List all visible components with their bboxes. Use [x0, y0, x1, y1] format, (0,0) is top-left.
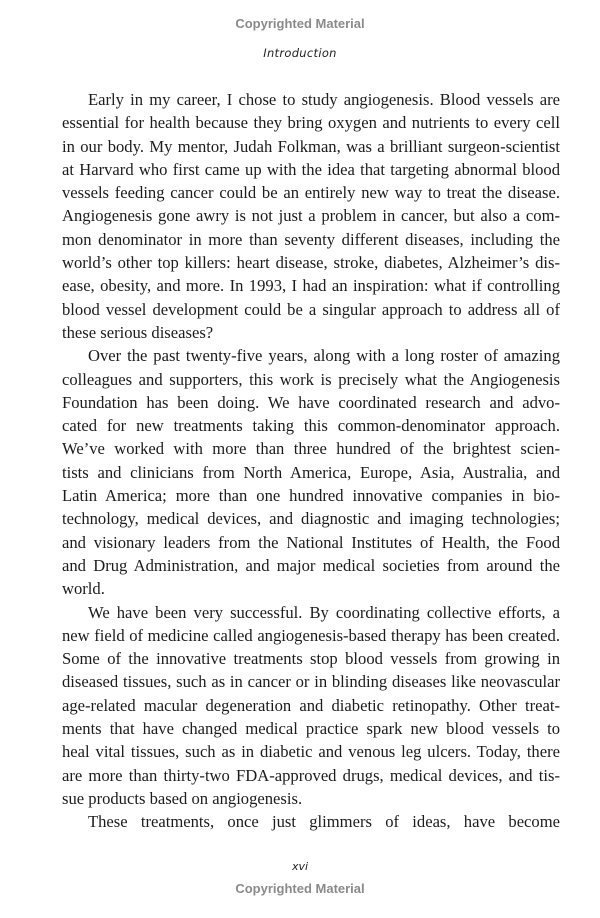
text-line: Foundation has been doing. We have coordinated research and advo-: [62, 392, 560, 412]
text-line: heal vital tissues, such as in diabetic and venous leg ulcers. Today, there: [62, 742, 560, 762]
text-line: are more than thirty-two FDA-approved drugs, medical devices, and tis-: [62, 765, 560, 785]
text-line: technology, medical devices, and diagnostic and imaging technologies;: [62, 509, 560, 529]
text-line: mon denominator in more than seventy different diseases, including the: [62, 229, 560, 249]
body-text: [62, 88, 560, 834]
text-line: ments that have changed medical practice spark new blood vessels to: [62, 719, 560, 739]
text-line: essential for health because they bring oxygen and nutrients to every cell: [62, 113, 560, 133]
text-line: age-related macular degeneration and diabetic retinopathy. Other treat-: [62, 695, 560, 715]
text-line: and visionary leaders from the National Institutes of Health, the Food: [62, 532, 560, 552]
text-line: in our body. My mentor, Judah Folkman, was a brilliant surgeon-scientist: [62, 136, 560, 156]
text-line: tists and clinicians from North America, Europe, Asia, Australia, and: [62, 462, 560, 482]
text-line: blood vessel development could be a singular approach to address all of: [62, 299, 560, 319]
text-line: new field of medicine called angiogenesis-based therapy has been created.: [62, 625, 560, 645]
text-line: Some of the innovative treatments stop blood vessels from growing in: [62, 649, 560, 669]
text-line: vessels feeding cancer could be an entirely new way to treat the disease.: [62, 183, 560, 203]
paragraph: [62, 344, 560, 600]
text-line: Over the past twenty-five years, along with a long roster of amazing: [88, 346, 560, 366]
text-line: at Harvard who first came up with the idea that targeting abnormal blood: [62, 159, 560, 179]
copyright-watermark-top: Copyrighted Material: [235, 16, 365, 31]
copyright-watermark-bottom: Copyrighted Material: [235, 881, 365, 896]
paragraph: [62, 88, 560, 344]
paragraph: [62, 810, 560, 833]
text-line: These treatments, once just glimmers of ideas, have become: [88, 812, 560, 832]
text-line: We have been very successful. By coordinating collective efforts, a: [88, 602, 560, 622]
text-line: diseased tissues, such as in cancer or in blinding diseases like neovascular: [62, 672, 560, 692]
text-line: these serious diseases?: [62, 322, 214, 342]
text-line: ease, obesity, and more. In 1993, I had an inspiration: what if controlling: [62, 276, 560, 296]
text-line: Early in my career, I chose to study angiogenesis. Blood vessels are: [88, 90, 560, 109]
text-line: cated for new treatments taking this common-denominator approach.: [62, 416, 560, 436]
text-line: Latin America; more than one hundred innovative companies in bio-: [62, 486, 560, 506]
text-line: and Drug Administration, and major medical societies from around the: [62, 555, 560, 575]
text-line: sue products based on angiogenesis.: [62, 788, 303, 808]
text-line: world’s other top killers: heart disease, stroke, diabetes, Alzheimer’s dis-: [62, 253, 560, 273]
text-line: Angiogenesis gone awry is not just a problem in cancer, but also a com-: [62, 206, 560, 226]
paragraph: [62, 601, 560, 811]
text-line: colleagues and supporters, this work is precisely what the Angiogenesis: [62, 369, 560, 389]
running-head: Introduction: [263, 46, 337, 60]
text-line: We’ve worked with more than three hundred of the brightest scien-: [62, 439, 560, 459]
page-number: xvi: [291, 860, 309, 873]
text-line: world.: [62, 579, 105, 599]
